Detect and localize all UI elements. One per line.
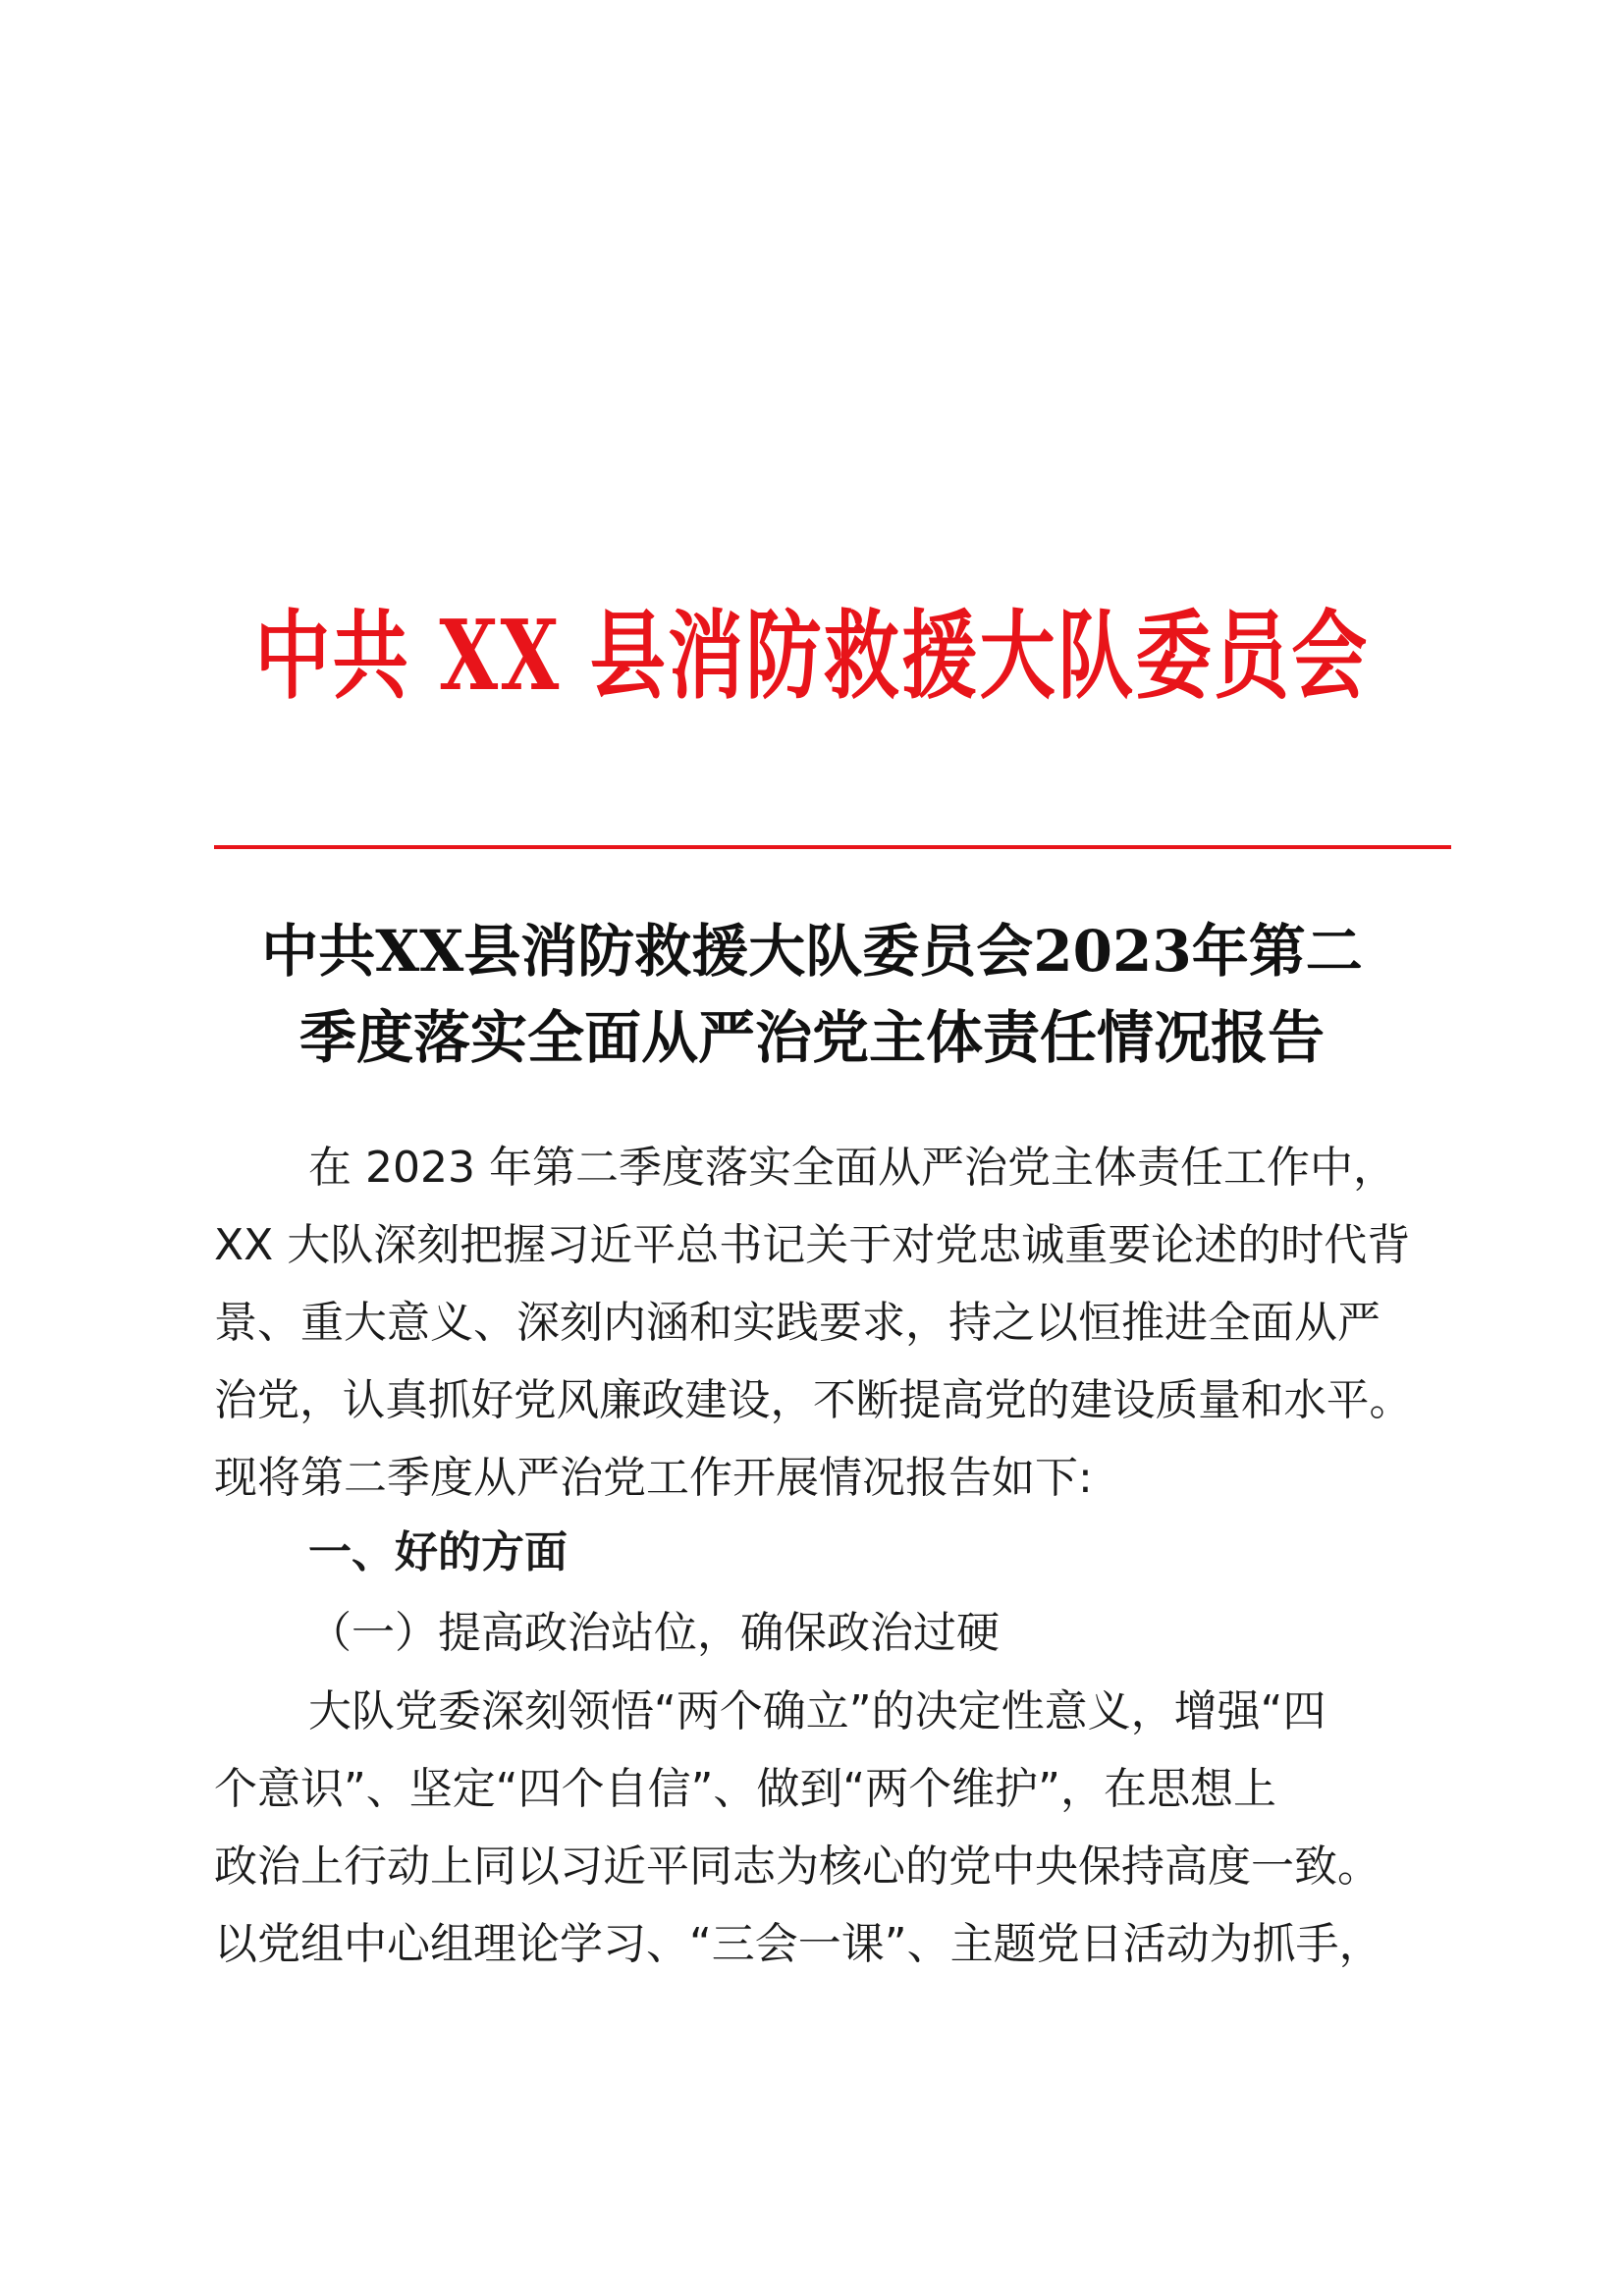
- para2-line-4: 以党组中心组理论学习、“三会一课”、主题党日活动为抓手，: [214, 1919, 1382, 1969]
- red-header-org-title: 中共 XX 县消防救援大队委员会: [254, 600, 1370, 713]
- red-divider-rule: [214, 845, 1451, 849]
- para2-line-2: 个意识”、坚定“四个自信”、做到“两个维护”，在思想上: [214, 1764, 1276, 1814]
- para2-line-1: 大队党委深刻领悟“两个确立”的决定性意义，增强“四: [308, 1686, 1326, 1736]
- subsection-heading-political-stance: （一）提高政治站位，确保政治过硬: [308, 1608, 1000, 1658]
- document-title: [196, 908, 1428, 1081]
- title-line-2: 季度落实全面从严治党主体责任情况报告: [298, 1004, 1325, 1071]
- para1-line-2: XX 大队深刻把握习近平总书记关于对党忠诚重要论述的时代背: [214, 1220, 1411, 1270]
- section-heading-good-aspects: 一、好的方面: [308, 1527, 568, 1577]
- para1-line-4: 治党，认真抓好党风廉政建设，不断提高党的建设质量和水平。: [214, 1375, 1413, 1425]
- para1-line-1: 在 2023 年第二季度落实全面从严治党主体责任工作中，: [308, 1143, 1396, 1193]
- para2-line-3: 政治上行动上同以习近平同志为核心的党中央保持高度一致。: [214, 1842, 1380, 1892]
- para1-line-3: 景、重大意义、深刻内涵和实践要求，持之以恒推进全面从严: [214, 1298, 1380, 1348]
- title-line-1: 中共XX县消防救援大队委员会2023年第二: [261, 918, 1363, 985]
- para1-line-5: 现将第二季度从严治党工作开展情况报告如下:: [214, 1453, 1093, 1503]
